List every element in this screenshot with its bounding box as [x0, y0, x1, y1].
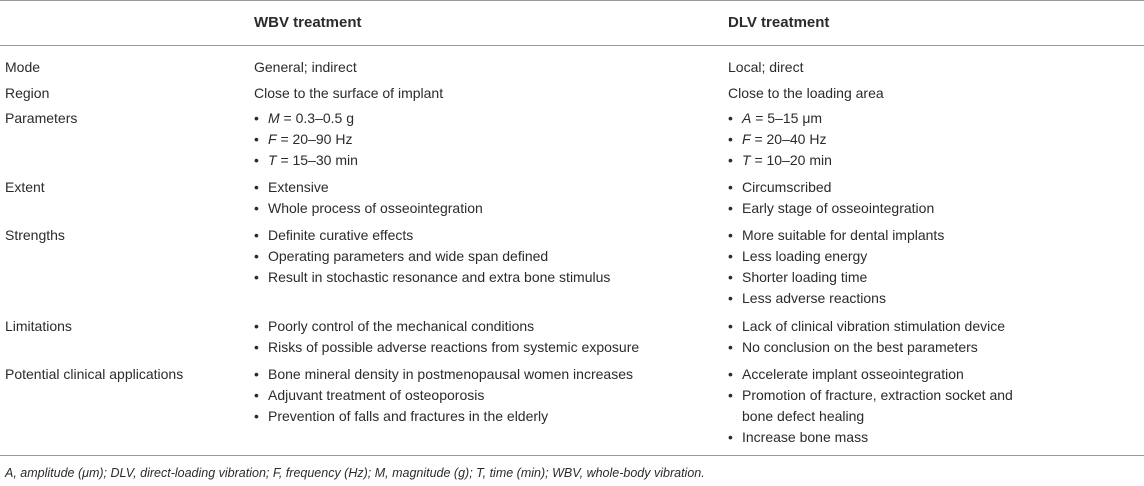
list-item: • M = 0.3–0.5 g [254, 108, 694, 129]
row-label-extent: Extent [5, 179, 45, 195]
list-item: • Less adverse reactions [728, 288, 1028, 309]
table-footnote: A, amplitude (μm); DLV, direct-loading vibration; F, frequency (Hz); M, magnitude (g); T, time (min); WBV, whole-body vibration. [5, 466, 705, 480]
list-item: • Accelerate implant osseointegration [728, 364, 1028, 385]
list-item: • More suitable for dental implants [728, 225, 1028, 246]
strengths-wbv [254, 225, 694, 288]
list-item: • Extensive [254, 177, 694, 198]
row-label-parameters: Parameters [5, 110, 78, 126]
applications-wbv [254, 364, 694, 427]
top-rule [0, 0, 1144, 1]
bottom-rule [0, 455, 1144, 456]
list-item: • Result in stochastic resonance and extra bone stimulus [254, 267, 694, 288]
list-item: • Lack of clinical vibration stimulation device [728, 316, 1028, 337]
row-label-strengths: Strengths [5, 227, 65, 243]
region-wbv: Close to the surface of implant [254, 85, 444, 101]
list-item: • F = 20–40 Hz [728, 129, 1028, 150]
region-dlv: Close to the loading area [728, 85, 884, 101]
list-item: • Prevention of falls and fractures in the elderly [254, 406, 694, 427]
limitations-dlv [728, 316, 1028, 358]
list-item: • Early stage of osseointegration [728, 198, 1028, 219]
list-item: • F = 20–90 Hz [254, 129, 694, 150]
strengths-dlv [728, 225, 1028, 309]
applications-dlv [728, 364, 1028, 448]
header-rule [0, 45, 1144, 46]
row-label-limitations: Limitations [5, 318, 72, 334]
list-item: • Increase bone mass [728, 427, 1028, 448]
header-wbv: WBV treatment [254, 14, 362, 31]
list-item: • Risks of possible adverse reactions from systemic exposure [254, 337, 694, 358]
list-item: • A = 5–15 μm [728, 108, 1028, 129]
list-item: • T = 10–20 min [728, 150, 1028, 171]
header-dlv: DLV treatment [728, 14, 830, 31]
parameters-dlv [728, 108, 1028, 171]
parameters-wbv [254, 108, 694, 171]
extent-dlv [728, 177, 1028, 219]
list-item: • Shorter loading time [728, 267, 1028, 288]
list-item: • Promotion of fracture, extraction socket and bone defect healing [728, 385, 1028, 427]
mode-dlv: Local; direct [728, 59, 804, 75]
list-item: • Circumscribed [728, 177, 1028, 198]
row-label-region: Region [5, 85, 50, 101]
row-label-applications: Potential clinical applications [5, 366, 184, 382]
list-item: • No conclusion on the best parameters [728, 337, 1028, 358]
list-item: • Definite curative effects [254, 225, 694, 246]
list-item: • T = 15–30 min [254, 150, 694, 171]
mode-wbv: General; indirect [254, 59, 357, 75]
list-item: • Operating parameters and wide span defined [254, 246, 694, 267]
list-item: • Whole process of osseointegration [254, 198, 694, 219]
row-label-mode: Mode [5, 59, 41, 75]
list-item: • Adjuvant treatment of osteoporosis [254, 385, 694, 406]
extent-wbv [254, 177, 694, 219]
limitations-wbv [254, 316, 694, 358]
list-item: • Poorly control of the mechanical conditions [254, 316, 694, 337]
list-item: • Less loading energy [728, 246, 1028, 267]
list-item: • Bone mineral density in postmenopausal women increases [254, 364, 694, 385]
